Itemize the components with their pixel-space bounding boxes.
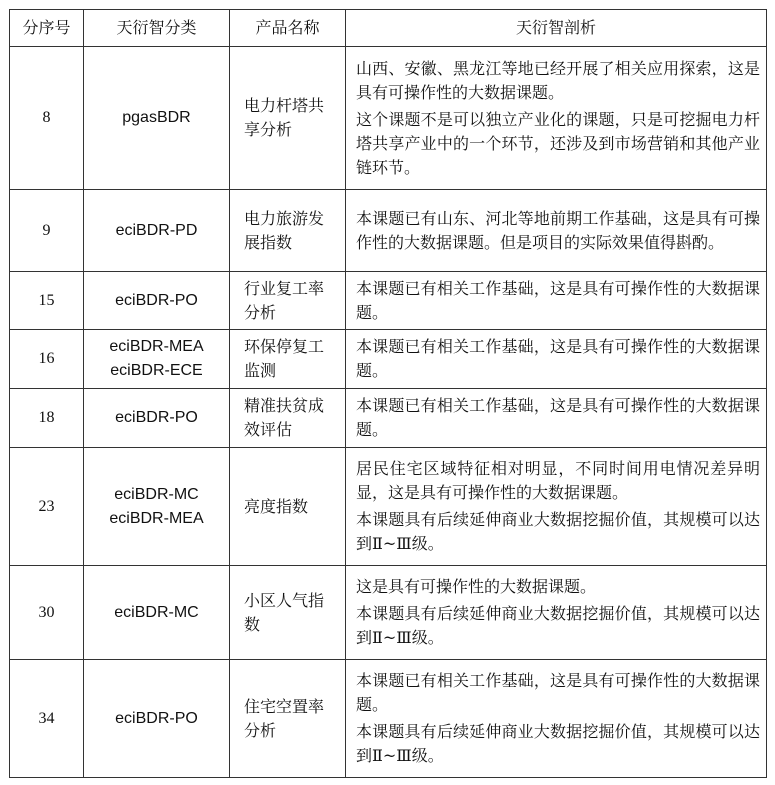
analysis-paragraph: 本课题具有后续延伸商业大数据挖掘价值，其规模可以达到Ⅱ~Ⅲ级。 (356, 604, 760, 647)
cell-product-name: 小区人气指数 (230, 566, 346, 660)
category-code: eciBDR-MC (114, 485, 199, 503)
cell-product-name: 行业复工率分析 (230, 272, 346, 330)
table-body (10, 47, 767, 778)
table-row (10, 566, 767, 660)
cell-analysis (346, 389, 767, 448)
analysis-paragraph: 本课题已有相关工作基础，这是具有可操作性的大数据课题。 (356, 337, 760, 380)
cell-seq: 18 (10, 389, 84, 448)
category-code: eciBDR-PO (115, 291, 198, 309)
cell-analysis (346, 272, 767, 330)
cell-product-name: 亮度指数 (230, 448, 346, 566)
cell-analysis (346, 660, 767, 778)
cell-analysis (346, 47, 767, 190)
analysis-paragraph: 本课题已有相关工作基础，这是具有可操作性的大数据课题。 (356, 671, 760, 714)
analysis-paragraph: 本课题已有山东、河北等地前期工作基础，这是具有可操作性的大数据课题。但是项目的实际效果值得斟酌。 (356, 208, 760, 252)
table-row (10, 660, 767, 778)
cell-seq: 16 (10, 330, 84, 389)
analysis-paragraph: 本课题具有后续延伸商业大数据挖掘价值，其规模可以达到Ⅱ~Ⅲ级。 (356, 722, 760, 765)
table-row (10, 47, 767, 190)
cell-analysis (346, 190, 767, 272)
table-row (10, 190, 767, 272)
cell-product-name: 环保停复工监测 (230, 330, 346, 389)
cell-category (84, 566, 230, 660)
category-code: eciBDR-MEA (109, 338, 204, 355)
cell-analysis (346, 566, 767, 660)
analysis-paragraph: 本课题已有相关工作基础，这是具有可操作性的大数据课题。 (356, 396, 760, 439)
header-category: 天衍智分类 (84, 10, 230, 47)
cell-category (84, 190, 230, 272)
cell-seq: 8 (10, 47, 84, 190)
table-row (10, 389, 767, 448)
category-code: eciBDR-PO (115, 409, 198, 426)
cell-product-name: 住宅空置率分析 (230, 660, 346, 778)
cell-seq: 9 (10, 190, 84, 272)
category-code: eciBDR-MEA (109, 509, 204, 527)
cell-category (84, 389, 230, 448)
cell-category (84, 660, 230, 778)
table-header (10, 10, 767, 47)
category-code: pgasBDR (122, 109, 191, 126)
analysis-paragraph: 这个课题不是可以独立产业化的课题，只是可挖掘电力杆塔共享产业中的一个环节，还涉及到市场营销和其他产业链环节。 (356, 109, 760, 177)
table-row (10, 448, 767, 566)
header-seq: 分序号 (10, 10, 84, 47)
cell-category (84, 272, 230, 330)
analysis-paragraph: 这是具有可操作性的大数据课题。 (356, 577, 597, 596)
cell-analysis (346, 448, 767, 566)
category-code: eciBDR-PO (115, 709, 198, 727)
analysis-table (9, 9, 767, 778)
cell-seq: 34 (10, 660, 84, 778)
cell-analysis (346, 330, 767, 389)
cell-product-name: 精准扶贫成效评估 (230, 389, 346, 448)
header-product-name: 产品名称 (230, 10, 346, 47)
cell-seq: 23 (10, 448, 84, 566)
analysis-paragraph: 山西、安徽、黑龙江等地已经开展了相关应用探索，这是具有可操作性的大数据课题。 (356, 58, 760, 102)
category-code: eciBDR-MC (114, 603, 199, 621)
cell-category (84, 47, 230, 190)
cell-category (84, 448, 230, 566)
analysis-paragraph: 居民住宅区域特征相对明显，不同时间用电情况差异明显，这是具有可操作性的大数据课题。 (356, 459, 760, 502)
table-row (10, 330, 767, 389)
table-row (10, 272, 767, 330)
analysis-paragraph: 本课题已有相关工作基础，这是具有可操作性的大数据课题。 (356, 278, 760, 322)
header-analysis: 天衍智剖析 (346, 10, 767, 47)
cell-product-name: 电力旅游发展指数 (230, 190, 346, 272)
header-row (10, 10, 767, 47)
cell-seq: 15 (10, 272, 84, 330)
category-code: eciBDR-ECE (110, 362, 203, 379)
cell-seq: 30 (10, 566, 84, 660)
cell-product-name: 电力杆塔共享分析 (230, 47, 346, 190)
analysis-paragraph: 本课题具有后续延伸商业大数据挖掘价值，其规模可以达到Ⅱ~Ⅲ级。 (356, 510, 760, 553)
cell-category (84, 330, 230, 389)
category-code: eciBDR-PD (115, 221, 198, 239)
